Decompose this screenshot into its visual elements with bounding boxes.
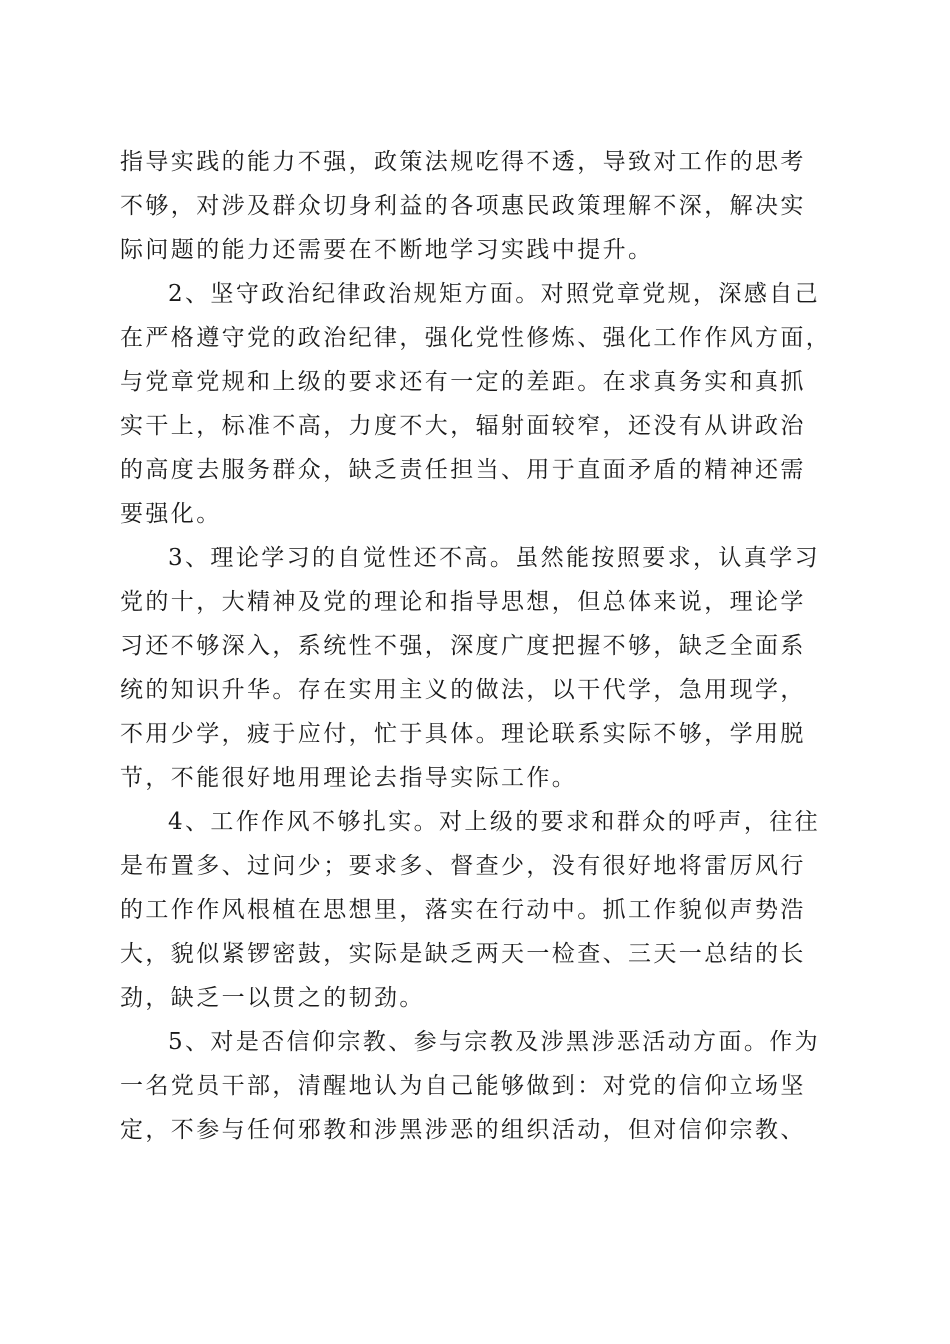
text-line: 劲，缺乏一以贯之的韧劲。 [120,985,425,1011]
text-line: 党的十，大精神及党的理论和指导思想，但总体来说，理论学 [120,589,806,615]
text-line: 定，不参与任何邪教和涉黑涉恶的组织活动，但对信仰宗教、 [120,1117,806,1143]
paragraph-3-start: 3、理论学习的自觉性还不高。虽然能按照要求，认真学习 [168,545,821,571]
text-line: 习还不够深入，系统性不强，深度广度把握不够，缺乏全面系 [120,633,806,659]
text-line: 节，不能很好地用理论去指导实际工作。 [120,765,578,791]
text-line: 在严格遵守党的政治纪律，强化党性修炼、强化工作作风方面， [120,325,832,351]
text-line: 一名党员干部，清醒地认为自己能够做到：对党的信仰立场坚 [120,1073,806,1099]
text-line: 不够，对涉及群众切身利益的各项惠民政策理解不深，解决实 [120,193,806,219]
text-line: 际问题的能力还需要在不断地学习实践中提升。 [120,237,654,263]
text-line: 是布置多、过问少；要求多、督查少，没有很好地将雷厉风行 [120,853,806,879]
paragraph-4-start: 4、工作作风不够扎实。对上级的要求和群众的呼声，往往 [168,809,821,835]
text-line: 不用少学，疲于应付，忙于具体。理论联系实际不够，学用脱 [120,721,806,747]
text-line: 实干上，标准不高，力度不大，辐射面较窄，还没有从讲政治 [120,413,806,439]
paragraph-5-start: 5、对是否信仰宗教、参与宗教及涉黑涉恶活动方面。作为 [168,1029,821,1055]
body-text [120,140,830,1152]
paragraph-2-start: 2、坚守政治纪律政治规矩方面。对照党章党规，深感自己 [168,281,821,307]
text-line: 大，貌似紧锣密鼓，实际是缺乏两天一检查、三天一总结的长 [120,941,806,967]
text-line: 指导实践的能力不强，政策法规吃得不透，导致对工作的思考 [120,149,806,175]
text-line: 的高度去服务群众，缺乏责任担当、用于直面矛盾的精神还需 [120,457,806,483]
text-line: 要强化。 [120,501,222,527]
text-line: 的工作作风根植在思想里，落实在行动中。抓工作貌似声势浩 [120,897,806,923]
text-line: 与党章党规和上级的要求还有一定的差距。在求真务实和真抓 [120,369,806,395]
text-line: 统的知识升华。存在实用主义的做法，以干代学，急用现学， [120,677,806,703]
